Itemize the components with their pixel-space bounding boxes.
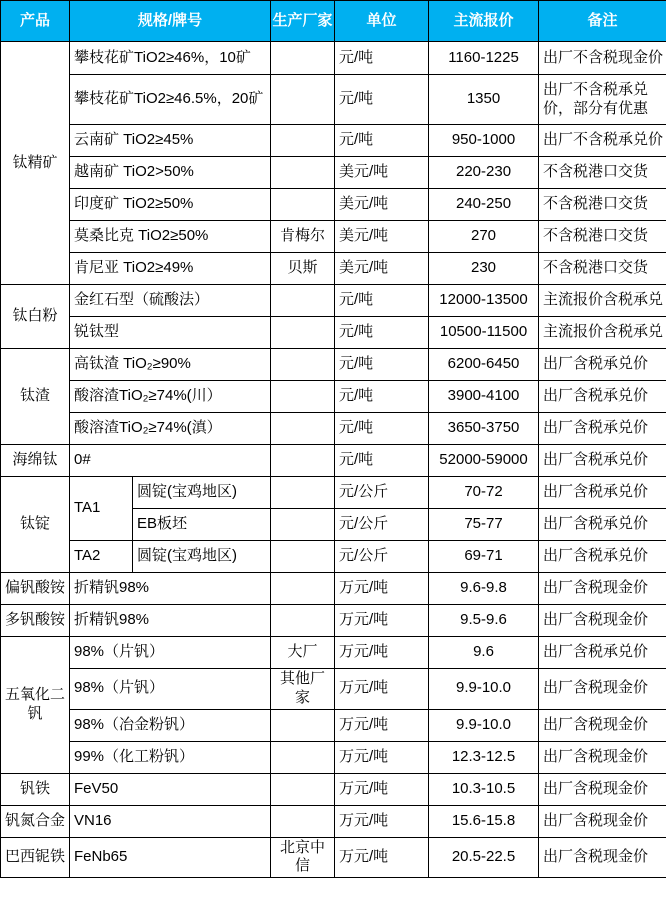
mfr-cell bbox=[271, 285, 335, 317]
unit-cell: 美元/吨 bbox=[335, 253, 429, 285]
price-cell: 3900-4100 bbox=[429, 381, 539, 413]
mfr-cell bbox=[271, 381, 335, 413]
product-cell: 钛精矿 bbox=[1, 42, 70, 285]
column-header-product: 产品 bbox=[1, 1, 70, 42]
table-row bbox=[1, 413, 666, 445]
table-row bbox=[1, 805, 666, 837]
unit-cell: 美元/吨 bbox=[335, 189, 429, 221]
price-cell: 1160-1225 bbox=[429, 42, 539, 75]
note-cell: 不含税港口交货 bbox=[539, 253, 666, 285]
price-cell: 270 bbox=[429, 221, 539, 253]
note-cell: 出厂含税承兑价 bbox=[539, 381, 666, 413]
unit-cell: 万元/吨 bbox=[335, 573, 429, 605]
unit-cell: 元/吨 bbox=[335, 285, 429, 317]
table-row bbox=[1, 605, 666, 637]
spec-cell: 高钛渣 TiO₂≥90% bbox=[70, 349, 271, 381]
table-row bbox=[1, 285, 666, 317]
price-cell: 52000-59000 bbox=[429, 445, 539, 477]
note-cell: 出厂含税现金价 bbox=[539, 605, 666, 637]
mfr-cell: 其他厂家 bbox=[271, 669, 335, 710]
note-cell: 出厂含税现金价 bbox=[539, 709, 666, 741]
note-cell: 出厂含税现金价 bbox=[539, 741, 666, 773]
product-cell: 偏钒酸铵 bbox=[1, 573, 70, 605]
note-cell: 出厂含税承兑价 bbox=[539, 445, 666, 477]
table-body bbox=[1, 42, 666, 878]
unit-cell: 美元/吨 bbox=[335, 157, 429, 189]
mfr-cell bbox=[271, 189, 335, 221]
note-cell: 出厂含税现金价 bbox=[539, 837, 666, 878]
spec-cell: 折精钒98% bbox=[70, 573, 271, 605]
price-cell: 950-1000 bbox=[429, 125, 539, 157]
note-cell: 出厂含税承兑价 bbox=[539, 477, 666, 509]
unit-cell: 元/公斤 bbox=[335, 477, 429, 509]
table-row bbox=[1, 709, 666, 741]
spec-cell: 98%（冶金粉钒） bbox=[70, 709, 271, 741]
table-row bbox=[1, 837, 666, 878]
table-row bbox=[1, 189, 666, 221]
unit-cell: 元/公斤 bbox=[335, 541, 429, 573]
column-header-price: 主流报价 bbox=[429, 1, 539, 42]
product-cell: 巴西铌铁 bbox=[1, 837, 70, 878]
table-row bbox=[1, 741, 666, 773]
unit-cell: 元/吨 bbox=[335, 42, 429, 75]
note-cell: 不含税港口交货 bbox=[539, 221, 666, 253]
note-cell: 出厂含税承兑价 bbox=[539, 413, 666, 445]
price-cell: 15.6-15.8 bbox=[429, 805, 539, 837]
product-cell: 钛白粉 bbox=[1, 285, 70, 349]
mfr-cell bbox=[271, 741, 335, 773]
table-row bbox=[1, 381, 666, 413]
column-header-spec: 规格/牌号 bbox=[70, 1, 271, 42]
note-cell: 出厂含税现金价 bbox=[539, 805, 666, 837]
table-row bbox=[1, 669, 666, 710]
table-row bbox=[1, 317, 666, 349]
table-row bbox=[1, 573, 666, 605]
price-cell: 9.9-10.0 bbox=[429, 709, 539, 741]
table-row bbox=[1, 125, 666, 157]
unit-cell: 万元/吨 bbox=[335, 709, 429, 741]
product-cell: 钛锭 bbox=[1, 477, 70, 573]
price-cell: 220-230 bbox=[429, 157, 539, 189]
spec-cell: TA1 bbox=[70, 477, 133, 541]
table-row bbox=[1, 445, 666, 477]
spec-cell: VN16 bbox=[70, 805, 271, 837]
spec-cell: 莫桑比克 TiO2≥50% bbox=[70, 221, 271, 253]
price-cell: 6200-6450 bbox=[429, 349, 539, 381]
table-row bbox=[1, 221, 666, 253]
note-cell: 出厂含税现金价 bbox=[539, 669, 666, 710]
note-cell: 出厂含税承兑价 bbox=[539, 349, 666, 381]
mfr-cell: 大厂 bbox=[271, 637, 335, 669]
spec-cell: 印度矿 TiO2≥50% bbox=[70, 189, 271, 221]
spec2-cell: 圆锭(宝鸡地区) bbox=[133, 541, 271, 573]
price-cell: 75-77 bbox=[429, 509, 539, 541]
price-cell: 1350 bbox=[429, 75, 539, 125]
table-row bbox=[1, 75, 666, 125]
price-cell: 20.5-22.5 bbox=[429, 837, 539, 878]
unit-cell: 元/吨 bbox=[335, 445, 429, 477]
mfr-cell: 肯梅尔 bbox=[271, 221, 335, 253]
mfr-cell: 北京中信 bbox=[271, 837, 335, 878]
price-cell: 70-72 bbox=[429, 477, 539, 509]
spec-cell: 0# bbox=[70, 445, 271, 477]
unit-cell: 万元/吨 bbox=[335, 741, 429, 773]
product-cell: 多钒酸铵 bbox=[1, 605, 70, 637]
spec-cell: 攀枝花矿TiO2≥46.5%，20矿 bbox=[70, 75, 271, 125]
table-row bbox=[1, 42, 666, 75]
header-row bbox=[1, 1, 666, 42]
spec-cell: 攀枝花矿TiO2≥46%，10矿 bbox=[70, 42, 271, 75]
unit-cell: 美元/吨 bbox=[335, 221, 429, 253]
price-cell: 9.9-10.0 bbox=[429, 669, 539, 710]
table-header bbox=[1, 1, 666, 42]
price-cell: 9.6-9.8 bbox=[429, 573, 539, 605]
mfr-cell bbox=[271, 509, 335, 541]
note-cell: 出厂不含税现金价 bbox=[539, 42, 666, 75]
unit-cell: 元/吨 bbox=[335, 413, 429, 445]
spec-cell: 金红石型（硫酸法） bbox=[70, 285, 271, 317]
table-row bbox=[1, 157, 666, 189]
spec-cell: TA2 bbox=[70, 541, 133, 573]
price-cell: 12000-13500 bbox=[429, 285, 539, 317]
mfr-cell bbox=[271, 477, 335, 509]
mfr-cell bbox=[271, 349, 335, 381]
spec-cell: FeNb65 bbox=[70, 837, 271, 878]
unit-cell: 元/吨 bbox=[335, 75, 429, 125]
spec-cell: 98%（片钒） bbox=[70, 669, 271, 710]
note-cell: 出厂含税承兑价 bbox=[539, 509, 666, 541]
table-row bbox=[1, 637, 666, 669]
table-row bbox=[1, 349, 666, 381]
mfr-cell bbox=[271, 317, 335, 349]
price-cell: 10500-11500 bbox=[429, 317, 539, 349]
mfr-cell bbox=[271, 573, 335, 605]
mfr-cell: 贝斯 bbox=[271, 253, 335, 285]
unit-cell: 元/吨 bbox=[335, 125, 429, 157]
spec-cell: 99%（化工粉钒） bbox=[70, 741, 271, 773]
spec-cell: 锐钛型 bbox=[70, 317, 271, 349]
price-cell: 9.6 bbox=[429, 637, 539, 669]
table-row bbox=[1, 253, 666, 285]
price-cell: 240-250 bbox=[429, 189, 539, 221]
unit-cell: 万元/吨 bbox=[335, 773, 429, 805]
table-row bbox=[1, 773, 666, 805]
spec-cell: 折精钒98% bbox=[70, 605, 271, 637]
spec2-cell: 圆锭(宝鸡地区) bbox=[133, 477, 271, 509]
product-cell: 五氧化二钒 bbox=[1, 637, 70, 774]
note-cell: 不含税港口交货 bbox=[539, 157, 666, 189]
mfr-cell bbox=[271, 42, 335, 75]
table-row bbox=[1, 541, 666, 573]
spec-cell: 酸溶渣TiO₂≥74%(川） bbox=[70, 381, 271, 413]
price-cell: 69-71 bbox=[429, 541, 539, 573]
note-cell: 主流报价含税承兑 bbox=[539, 285, 666, 317]
unit-cell: 万元/吨 bbox=[335, 605, 429, 637]
unit-cell: 万元/吨 bbox=[335, 637, 429, 669]
column-header-note: 备注 bbox=[539, 1, 666, 42]
mfr-cell bbox=[271, 413, 335, 445]
price-cell: 12.3-12.5 bbox=[429, 741, 539, 773]
note-cell: 不含税港口交货 bbox=[539, 189, 666, 221]
mfr-cell bbox=[271, 605, 335, 637]
mfr-cell bbox=[271, 125, 335, 157]
note-cell: 出厂含税现金价 bbox=[539, 773, 666, 805]
product-cell: 钒铁 bbox=[1, 773, 70, 805]
price-cell: 10.3-10.5 bbox=[429, 773, 539, 805]
spec-cell: 越南矿 TiO2>50% bbox=[70, 157, 271, 189]
spec-cell: 肯尼亚 TiO2≥49% bbox=[70, 253, 271, 285]
mfr-cell bbox=[271, 75, 335, 125]
unit-cell: 元/公斤 bbox=[335, 509, 429, 541]
spec-cell: 98%（片钒） bbox=[70, 637, 271, 669]
mfr-cell bbox=[271, 805, 335, 837]
spec2-cell: EB板坯 bbox=[133, 509, 271, 541]
mfr-cell bbox=[271, 157, 335, 189]
column-header-mfr: 生产厂家 bbox=[271, 1, 335, 42]
note-cell: 出厂不含税承兑价 bbox=[539, 125, 666, 157]
mfr-cell bbox=[271, 709, 335, 741]
note-cell: 出厂不含税承兑价，部分有优惠 bbox=[539, 75, 666, 125]
spec-cell: 云南矿 TiO2≥45% bbox=[70, 125, 271, 157]
spec-cell: 酸溶渣TiO₂≥74%(滇） bbox=[70, 413, 271, 445]
mfr-cell bbox=[271, 773, 335, 805]
column-header-unit: 单位 bbox=[335, 1, 429, 42]
product-cell: 钛渣 bbox=[1, 349, 70, 445]
price-cell: 230 bbox=[429, 253, 539, 285]
table-row bbox=[1, 477, 666, 509]
unit-cell: 万元/吨 bbox=[335, 669, 429, 710]
price-cell: 3650-3750 bbox=[429, 413, 539, 445]
note-cell: 出厂含税承兑价 bbox=[539, 637, 666, 669]
note-cell: 出厂含税现金价 bbox=[539, 573, 666, 605]
unit-cell: 万元/吨 bbox=[335, 805, 429, 837]
spec-cell: FeV50 bbox=[70, 773, 271, 805]
price-cell: 9.5-9.6 bbox=[429, 605, 539, 637]
product-cell: 海绵钛 bbox=[1, 445, 70, 477]
note-cell: 出厂含税承兑价 bbox=[539, 541, 666, 573]
unit-cell: 元/吨 bbox=[335, 381, 429, 413]
mfr-cell bbox=[271, 541, 335, 573]
mfr-cell bbox=[271, 445, 335, 477]
unit-cell: 万元/吨 bbox=[335, 837, 429, 878]
note-cell: 主流报价含税承兑 bbox=[539, 317, 666, 349]
product-cell: 钒氮合金 bbox=[1, 805, 70, 837]
unit-cell: 元/吨 bbox=[335, 349, 429, 381]
unit-cell: 元/吨 bbox=[335, 317, 429, 349]
